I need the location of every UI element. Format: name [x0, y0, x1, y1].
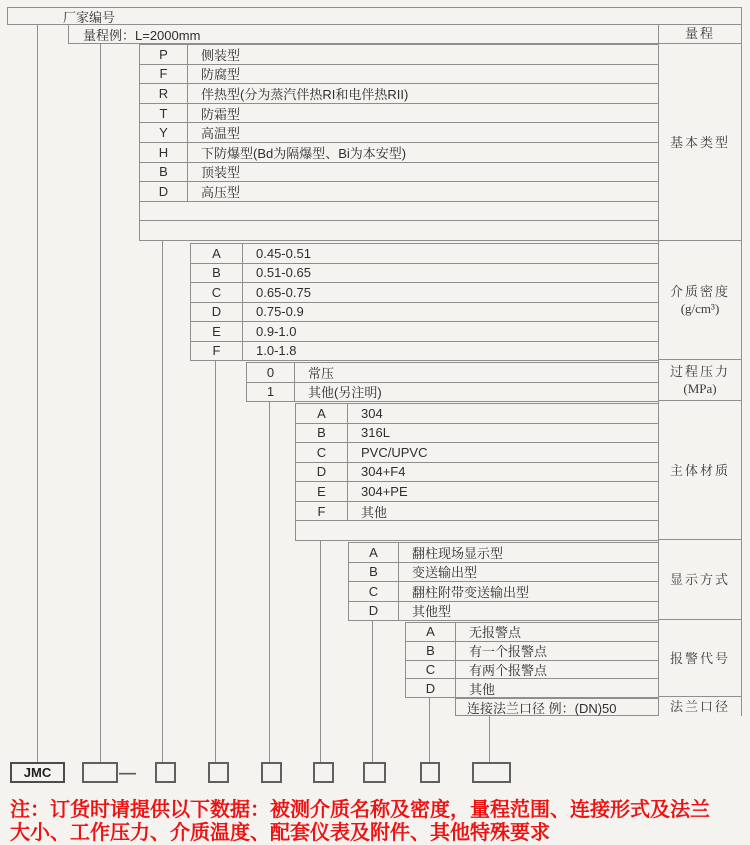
desc-cell: 防腐型 [201, 67, 241, 83]
code-cell: B [406, 642, 456, 660]
empty-row [296, 521, 658, 541]
side-label-material: 主体材质 [659, 401, 741, 540]
desc-cell: 304 [361, 405, 383, 421]
range-example-label: 量程例：L=2000mm [83, 27, 201, 43]
table-row [406, 679, 658, 698]
code-cell: 1 [247, 383, 295, 402]
table-row [140, 65, 658, 85]
basic-type-table [139, 44, 658, 241]
desc-cell: 常压 [308, 365, 335, 381]
code-cell: D [191, 303, 243, 322]
code-cell: P [140, 45, 188, 64]
table-row [349, 543, 658, 563]
code-box-material [313, 762, 334, 783]
code-cell: R [140, 84, 188, 103]
table-row [140, 84, 658, 104]
desc-cell: 0.9-1.0 [256, 323, 297, 339]
desc-cell: 下防爆型(Bd为隔爆型、Bi为本安型) [201, 145, 407, 161]
desc-cell: 无报警点 [469, 625, 522, 641]
table-row [296, 463, 658, 483]
code-cell: D [406, 679, 456, 697]
desc-cell: 其他(另注明) [308, 385, 382, 401]
code-cell: D [349, 602, 399, 621]
code-cell: F [296, 502, 348, 521]
manufacturer-number-label: 厂家编号 [63, 9, 116, 25]
code-cell: A [406, 623, 456, 641]
manufacturer-number-row [7, 7, 742, 25]
material-table [295, 403, 658, 541]
code-cell: E [191, 322, 243, 341]
desc-cell: 0.45-0.51 [256, 245, 311, 261]
desc-cell: 0.51-0.65 [256, 265, 311, 281]
separator-dash: — [119, 763, 136, 782]
code-box-density [208, 762, 229, 783]
connector-line-display [372, 620, 373, 763]
table-row [140, 104, 658, 124]
code-box-alarm [420, 762, 440, 783]
display-mode-table [348, 542, 658, 621]
code-cell: A [191, 244, 243, 263]
side-label-range: 量程 [659, 24, 741, 44]
code-box-flange [472, 762, 511, 783]
code-box-display [363, 762, 386, 783]
desc-cell: 防霜型 [201, 106, 241, 122]
code-box-range [82, 762, 118, 783]
desc-cell: 304+PE [361, 484, 408, 500]
code-cell: H [140, 143, 188, 162]
code-box-basic-type [155, 762, 176, 783]
code-cell: A [349, 543, 399, 562]
code-cell: B [296, 424, 348, 443]
code-cell: E [296, 482, 348, 501]
connector-line-range [100, 44, 101, 763]
desc-cell: 有两个报警点 [469, 662, 548, 678]
code-cell: D [296, 463, 348, 482]
side-label-pressure: 过程压力 (MPa) [659, 360, 741, 401]
desc-cell: 0.75-0.9 [256, 304, 304, 320]
order-note-line2: 大小、工作压力、介质温度、配套仪表及附件、其他特殊要求 [10, 822, 550, 844]
desc-cell: 翻柱现场显示型 [412, 545, 504, 561]
table-row [191, 244, 658, 264]
code-cell: F [140, 65, 188, 84]
connector-line-basic-type [162, 240, 163, 763]
side-label-display: 显示方式 [659, 540, 741, 620]
desc-cell: 0.65-0.75 [256, 284, 311, 300]
desc-cell: 其他型 [412, 604, 452, 620]
category-label-column [658, 24, 742, 716]
side-label-basic-type: 基本类型 [659, 44, 741, 241]
table-row [140, 182, 658, 202]
code-cell: Y [140, 123, 188, 142]
table-row [406, 623, 658, 642]
table-row [191, 283, 658, 303]
range-example-row [68, 24, 658, 44]
desc-cell: 316L [361, 425, 390, 441]
pressure-table [246, 362, 658, 402]
table-row [406, 642, 658, 661]
desc-cell: 侧装型 [201, 47, 241, 63]
code-cell: D [140, 182, 188, 201]
desc-cell: 顶装型 [201, 165, 241, 181]
empty-row [140, 221, 658, 241]
table-row [191, 264, 658, 284]
desc-cell: 翻柱附带变送输出型 [412, 584, 530, 600]
table-row [140, 143, 658, 163]
order-note-line1: 注：订货时请提供以下数据：被测介质名称及密度，量程范围、连接形式及法兰 [10, 799, 710, 821]
side-label-flange: 法兰口径 [669, 699, 730, 714]
code-cell: C [406, 661, 456, 679]
code-cell: 0 [247, 363, 295, 382]
code-cell: B [140, 163, 188, 182]
table-row [296, 502, 658, 522]
empty-row [140, 202, 658, 222]
desc-cell: 1.0-1.8 [256, 343, 297, 359]
table-row [191, 342, 658, 362]
table-row [247, 363, 658, 383]
table-row [406, 661, 658, 680]
desc-cell: 304+F4 [361, 464, 406, 480]
density-table [190, 243, 658, 361]
connector-line-pressure [269, 401, 270, 763]
connector-line-material [320, 540, 321, 763]
table-row [140, 123, 658, 143]
connector-line-density [215, 360, 216, 763]
table-row [349, 563, 658, 583]
code-cell: F [191, 342, 243, 361]
code-cell: A [296, 404, 348, 423]
table-row [296, 482, 658, 502]
alarm-code-table [405, 622, 658, 698]
flange-size-text: 连接法兰口径 例：(DN)50 [467, 700, 617, 716]
model-prefix-box: JMC [10, 762, 65, 783]
code-cell: C [191, 283, 243, 302]
table-row [191, 303, 658, 323]
table-row [296, 443, 658, 463]
side-label-alarm: 报警代号 [659, 620, 741, 697]
table-row [191, 322, 658, 342]
code-cell: B [191, 264, 243, 283]
code-cell: T [140, 104, 188, 123]
table-row [247, 383, 658, 403]
desc-cell: 其他 [469, 681, 496, 697]
connector-line-flange [489, 716, 490, 763]
desc-cell: 伴热型(分为蒸汽伴热RI和电伴热RII) [201, 86, 409, 102]
connector-line-manufacturer [37, 24, 38, 763]
desc-cell: PVC/UPVC [361, 444, 428, 460]
table-row [349, 602, 658, 622]
desc-cell: 高温型 [201, 126, 241, 142]
order-note [10, 799, 710, 845]
table-row [296, 404, 658, 424]
desc-cell: 高压型 [201, 184, 241, 200]
code-cell: C [296, 443, 348, 462]
desc-cell: 其他 [361, 504, 388, 520]
connector-line-alarm [429, 697, 430, 763]
desc-cell: 变送输出型 [412, 565, 478, 581]
desc-cell: 有一个报警点 [469, 644, 548, 660]
table-row [140, 45, 658, 65]
flange-size-row [455, 698, 658, 716]
table-row [296, 424, 658, 444]
table-row [349, 582, 658, 602]
table-row [140, 163, 658, 183]
code-cell: C [349, 582, 399, 601]
code-box-pressure [261, 762, 282, 783]
side-label-density: 介质密度 (g/cm³) [659, 241, 741, 360]
code-cell: B [349, 563, 399, 582]
